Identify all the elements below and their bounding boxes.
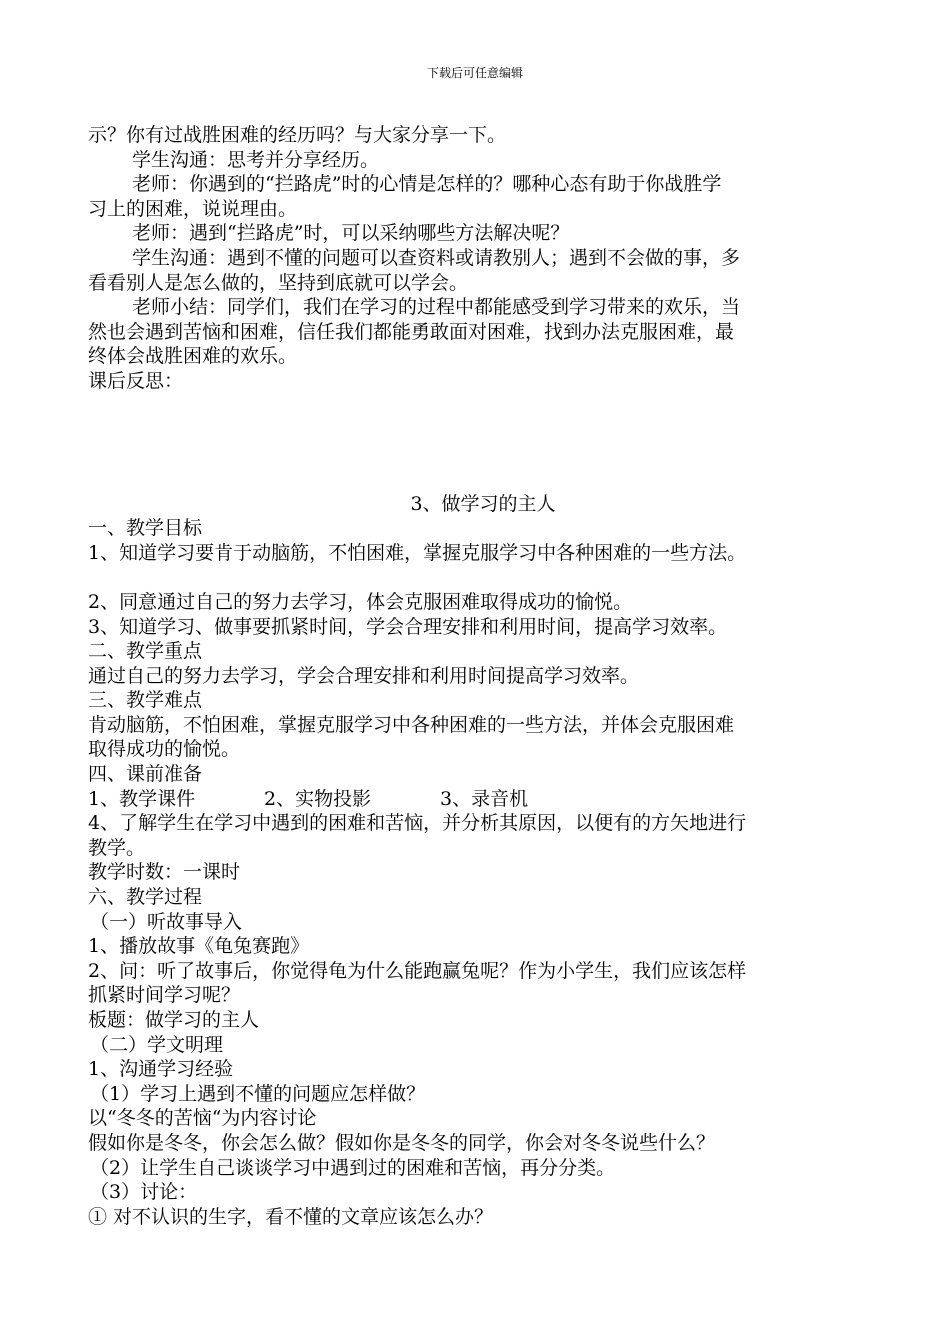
subsection-heading: （一）听故事导入 <box>90 910 243 933</box>
paragraph-line: 以“冬冬的苦恼“为内容讨论 <box>88 1107 317 1130</box>
prep-item: 3、录音机 <box>440 787 529 810</box>
paragraph-line: ① 对不认识的生字，看不懂的文章应该怎么办？ <box>88 1205 494 1228</box>
section-heading: 一、教学目标 <box>88 517 203 540</box>
paragraph-line: 终体会战胜困难的欢乐。 <box>88 345 298 368</box>
paragraph-line: 4、了解学生在学习中遇到的困难和苦恼，并分析其原因，以便有的方矢地进行 <box>88 812 747 835</box>
paragraph-line: 老师：遇到“拦路虎”时，可以采纳哪些方法解决呢？ <box>132 222 570 245</box>
reflection-label: 课后反思： <box>88 369 184 392</box>
subsection-heading: （二）学文明理 <box>90 1033 224 1056</box>
prep-item: 2、实物投影 <box>264 787 372 810</box>
paragraph-line: 假如你是冬冬，你会怎么做？假如你是冬冬的同学，你会对冬冬说些什么？ <box>88 1131 716 1154</box>
paragraph-line: 取得成功的愉悦。 <box>88 738 241 761</box>
paragraph-line: 学生沟通：遇到不懂的问题可以查资料或请教别人；遇到不会做的事，多 <box>132 246 741 269</box>
prep-item: 1、教学课件 <box>88 787 196 810</box>
paragraph-line: 1、知道学习要肯于动脑筋，不怕困难，掌握克服学习中各种困难的一些方法。 <box>88 541 747 564</box>
paragraph-line: 通过自己的努力去学习，学会合理安排和利用时间提高学习效率。 <box>88 664 640 687</box>
paragraph-line: 1、播放故事《龟兔赛跑》 <box>88 935 310 958</box>
paragraph-line: 看看别人是怎么做的，坚持到底就可以学会。 <box>88 271 469 294</box>
paragraph-line: 2、同意通过自己的努力去学习，体会克服困难取得成功的愉悦。 <box>88 590 633 613</box>
document-body <box>88 123 868 1229</box>
paragraph-line: 示？你有过战胜困难的经历吗？与大家分享一下。 <box>88 124 507 146</box>
section-heading: 六、教学过程 <box>88 886 203 909</box>
paragraph-line: （2）让学生自己谈谈学习中遇到过的困难和苦恼，再分分类。 <box>90 1156 616 1179</box>
paragraph-line: 教学。 <box>88 836 146 859</box>
lesson-title: 3、做学习的主人 <box>410 492 556 515</box>
spacer <box>88 565 868 590</box>
spacer <box>88 394 868 492</box>
paragraph-line: 老师小结：同学们，我们在学习的过程中都能感受到学习带来的欢乐，当 <box>132 296 741 319</box>
paragraph-line: 3、知道学习、做事要抓紧时间，学会合理安排和利用时间，提高学习效率。 <box>88 615 728 638</box>
paragraph-line: 2、问：听了故事后，你觉得龟为什么能跑赢兔呢？作为小学生，我们应该怎样 <box>88 959 747 982</box>
section-heading: 二、教学重点 <box>88 640 203 663</box>
paragraph-line: 1、沟通学习经验 <box>88 1058 234 1081</box>
paragraph-line: 习上的困难，说说理由。 <box>88 197 298 220</box>
section-heading: 三、教学难点 <box>88 689 203 712</box>
paragraph-line: 老师：你遇到的“拦路虎”时的心情是怎样的？哪种心态有助于你战胜学 <box>132 173 722 196</box>
paragraph-line: 肯动脑筋，不怕困难，掌握克服学习中各种困难的一些方法，并体会克服困难 <box>88 713 735 736</box>
prep-items-row <box>88 787 868 812</box>
paragraph-line: 板题：做学习的主人 <box>88 1009 260 1031</box>
paragraph-line: 教学时数：一课时 <box>88 861 241 884</box>
section-heading: 四、课前准备 <box>88 763 203 786</box>
paragraph-line: （3）讨论： <box>90 1181 198 1204</box>
paragraph-line: （1）学习上遇到不懂的问题应怎样做？ <box>90 1082 426 1105</box>
page-header: 下载后可任意编辑 <box>426 66 523 80</box>
paragraph-line: 抓紧时间学习呢？ <box>88 984 241 1007</box>
paragraph-line: 然也会遇到苦恼和困难，信任我们都能勇敢面对困难，找到办法克服困难，最 <box>88 320 735 343</box>
paragraph-line: 学生沟通：思考并分享经历。 <box>132 148 380 171</box>
